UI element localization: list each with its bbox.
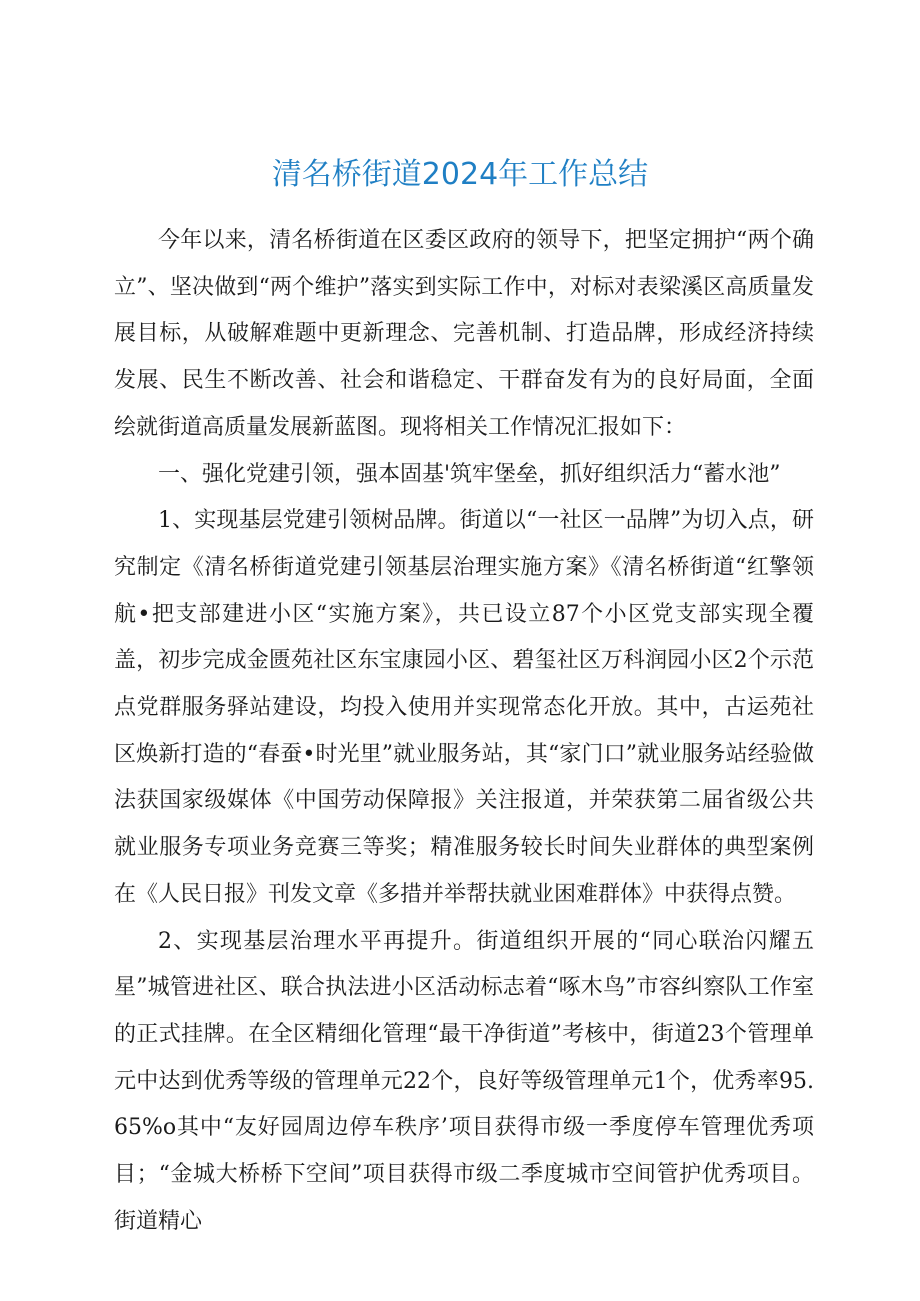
section-heading-1: 一、强化党建引领，强本固基'筑牢堡垒，抓好组织活力“蓄水池” bbox=[158, 461, 781, 487]
document-title: 清名桥街道2024年工作总结 bbox=[271, 157, 649, 192]
document-body bbox=[114, 218, 814, 1245]
item-paragraph-2: 2、实现基层治理水平再提升。街道组织开展的“同心联治闪耀五星”城管进社区、联合执法进小区活动标志着“啄木鸟”市容纠察队工作室的正式挂牌。在全区精细化管理“最干净街道”考核中，街道23个管理单元中达到优秀等级的管理单元22个，良好等级管理单元1个，优秀率95.65%o其中“友好园周边停车秩序’项目获得市级一季度停车管理优秀项目；“金城大桥桥下空间”项目获得市级二季度城市空间管护优秀项目。街道精心 bbox=[114, 928, 814, 1234]
intro-paragraph: 今年以来，清名桥街道在区委区政府的领导下，把坚定拥护“两个确立”、坚决做到“两个维护”落实到实际工作中，对标对表梁溪区高质量发展目标，从破解难题中更新理念、完善机制、打造品牌，形成经济持续发展、民生不断改善、社会和谐稳定、干群奋发有为的良好局面，全面绘就街道高质量发展新蓝图。现将相关工作情况汇报如下： bbox=[114, 228, 814, 440]
item-paragraph-1: 1、实现基层党建引领树品牌。街道以“一社区一品牌”为切入点，研究制定《清名桥街道党建引领基层治理实施方案》《清名桥街道“红擎领航•把支部建进小区“实施方案》，共已设立87个小区党支部实现全覆盖，初步完成金匮苑社区东宝康园小区、碧玺社区万科润园小区2个示范点党群服务驿站建设，均投入使用并实现常态化开放。其中，古运苑社区焕新打造的“春蚕•时光里”就业服务站，其“家门口”就业服务站经验做法获国家级媒体《中国劳动保障报》关注报道，并荣获第二届省级公共就业服务专项业务竞赛三等奖；精准服务较长时间失业群体的典型案例在《人民日报》刊发文章《多措并举帮扶就业困难群体》中获得点赞。 bbox=[114, 508, 814, 907]
